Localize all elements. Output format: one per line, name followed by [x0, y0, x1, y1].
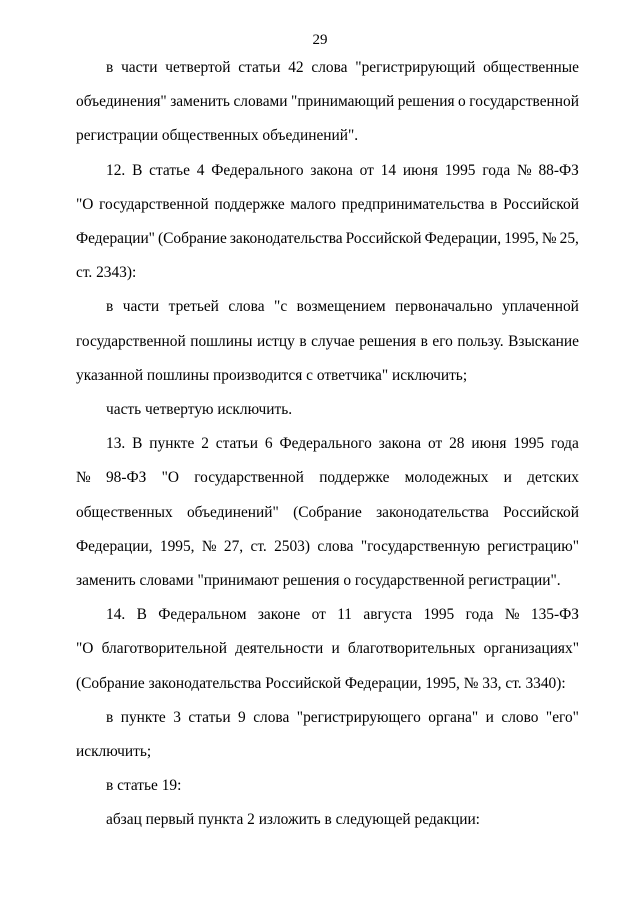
line-word: детских [527, 469, 579, 487]
line-word: решения [359, 332, 417, 350]
line-word: от [359, 161, 374, 179]
text-line [76, 496, 579, 530]
line-word: года [482, 161, 511, 179]
line-word: 2503) [274, 537, 311, 555]
line-word: 14. [106, 606, 126, 624]
line-word: 135-ФЗ [530, 606, 579, 624]
paragraph [76, 598, 579, 701]
text-line [76, 222, 579, 256]
text-line [76, 564, 579, 598]
line-text: абзац первый пункта 2 изложить в следующей редакции: [106, 811, 480, 829]
paragraph [76, 154, 579, 291]
line-word: 1995 [444, 161, 476, 179]
line-word: № [76, 469, 91, 487]
line-word: "его" [545, 708, 579, 726]
paragraph [76, 427, 579, 598]
text-line [76, 325, 579, 359]
line-word: объединений" [186, 503, 279, 521]
line-word: слова [228, 298, 265, 316]
line-word: № [504, 606, 520, 624]
line-word: ст. [250, 537, 267, 555]
line-word: части [121, 59, 158, 76]
line-word: В [132, 435, 143, 453]
line-word: "О [76, 195, 94, 213]
line-text: часть четвертую исключить. [106, 401, 293, 419]
text-line [106, 769, 579, 803]
line-word: "О [76, 640, 94, 658]
line-word: благотворительных [347, 640, 476, 658]
text-line [106, 393, 579, 427]
line-word: пункте [149, 435, 195, 453]
line-word: 4 [196, 161, 205, 179]
line-text: в статье 19: [106, 777, 182, 795]
line-word: уплаченной [502, 298, 579, 316]
line-word: первоначально [395, 298, 493, 316]
line-word: слово [501, 708, 539, 726]
line-word: в [106, 298, 114, 316]
line-word: заменить [170, 93, 230, 111]
line-word: четвертой [165, 59, 231, 76]
line-word: 1995, [159, 537, 195, 555]
line-word: года [550, 435, 579, 453]
line-word: регистрацию" [487, 537, 579, 555]
document-body [76, 51, 579, 838]
line-text: (Собрание законодательства Российской Федерации, 1995, № 33, ст. 3340): [76, 674, 566, 692]
line-word: предпринимательства [341, 195, 485, 213]
paragraph [76, 393, 579, 427]
line-word: 25, [559, 230, 579, 248]
line-word: возмещением [296, 298, 386, 316]
line-word: 2 [201, 435, 209, 453]
text-line [76, 461, 579, 495]
line-word: государственной [194, 469, 304, 487]
line-word: о [458, 93, 466, 111]
line-word: от [311, 606, 326, 624]
line-word: органа" [428, 708, 479, 726]
line-word: Федеральном [158, 606, 247, 624]
line-word: закона [378, 435, 422, 453]
line-word: в [106, 708, 114, 726]
line-word: Российской [503, 195, 579, 213]
line-text: заменить словами "принимают решения о государственной регистрации". [76, 572, 561, 590]
line-text: регистрации общественных объединений". [76, 127, 359, 145]
text-line [76, 359, 579, 393]
text-line [76, 667, 579, 701]
line-word: законодательства [376, 503, 489, 521]
line-word: государственной [76, 332, 186, 350]
line-word: 14 [380, 161, 397, 179]
line-word: поддержке [319, 469, 390, 487]
line-word: "принимающий [291, 93, 395, 111]
text-line [106, 290, 579, 324]
line-word: (Собрание [293, 503, 362, 521]
line-word: Российской [503, 503, 579, 521]
line-text: указанной пошлины производится с ответчика" исключить; [76, 366, 468, 384]
line-word: "регистрирующий [355, 59, 476, 76]
text-line [76, 119, 579, 153]
line-word: слова [253, 708, 290, 726]
line-word: 27, [223, 537, 244, 555]
text-line [106, 598, 579, 632]
line-word: его [432, 332, 453, 350]
line-word: Федерального [211, 161, 304, 179]
line-word: года [465, 606, 494, 624]
line-word: статьи [215, 435, 258, 453]
text-line [76, 256, 579, 290]
line-word: июня [402, 161, 438, 179]
line-word: 1995 [513, 435, 545, 453]
line-word: июня [471, 435, 507, 453]
line-word: "государственную [360, 537, 481, 555]
line-word: слова [311, 59, 348, 76]
line-word: "с [274, 298, 288, 316]
line-word: августа [363, 606, 413, 624]
text-line [76, 85, 579, 119]
line-word: 3 [173, 708, 181, 726]
line-word: от [427, 435, 443, 453]
line-word: законодательства [229, 230, 343, 248]
line-word: решения [397, 93, 455, 111]
line-word: пункте [120, 708, 166, 726]
paragraph [76, 803, 579, 837]
line-word: общественные [483, 59, 579, 76]
line-word: третьей [168, 298, 219, 316]
line-word: В [136, 606, 147, 624]
line-word: и [331, 640, 340, 658]
paragraph [76, 701, 579, 769]
line-word: 28 [449, 435, 465, 453]
line-word: законе [257, 606, 301, 624]
line-word: 42 [288, 59, 304, 76]
line-word: № [516, 161, 532, 179]
text-line [76, 735, 579, 769]
text-line [106, 803, 579, 837]
line-word: поддержке [214, 195, 285, 213]
line-word: Федерации, [424, 230, 502, 248]
line-word: статьи [188, 708, 231, 726]
line-word: Федерации, [76, 537, 153, 555]
line-word: "О [161, 469, 179, 487]
page-number: 29 [312, 32, 328, 48]
text-line [76, 632, 579, 666]
line-word: 88-ФЗ [538, 161, 579, 179]
line-word: 1995, [504, 230, 539, 248]
line-word: общественных [76, 503, 173, 521]
line-word: государственной [469, 93, 579, 111]
line-word: случае [311, 332, 355, 350]
line-text: ст. 2343): [76, 264, 137, 282]
line-word: благотворительной [101, 640, 227, 658]
line-word: в [420, 332, 428, 350]
line-word: статьи [238, 59, 281, 76]
line-word: словами [233, 93, 288, 111]
text-line [76, 530, 579, 564]
line-word: 6 [264, 435, 273, 453]
line-word: № [201, 537, 217, 555]
line-word: Российской [345, 230, 422, 248]
line-word: части [122, 298, 160, 316]
line-word: 1995 [423, 606, 455, 624]
line-word: Федерального [279, 435, 372, 453]
text-line [106, 701, 579, 735]
line-word: № [541, 230, 557, 248]
line-word: Федерации" [76, 230, 155, 248]
line-word: В [132, 161, 143, 179]
line-text: исключить; [76, 743, 152, 761]
line-word: молодежных [404, 469, 489, 487]
line-word: пошлины [190, 332, 253, 350]
paragraph [76, 51, 579, 154]
line-word: в [490, 195, 498, 213]
line-word: и [503, 469, 512, 487]
line-word: "регистрирующего [296, 708, 421, 726]
line-word: организациях" [483, 640, 579, 658]
line-word: деятельности [235, 640, 324, 658]
line-word: (Собрание [158, 230, 227, 248]
text-line [106, 427, 579, 461]
line-word: малого [290, 195, 336, 213]
line-word: статье [149, 161, 190, 179]
line-word: 98-ФЗ [105, 469, 147, 487]
line-word: Взыскание [508, 332, 579, 350]
line-word: закона [310, 161, 353, 179]
text-line [106, 154, 579, 188]
line-word: пользу. [457, 332, 504, 350]
text-line [106, 51, 579, 85]
line-word: государственной [99, 195, 209, 213]
line-word: 13. [106, 435, 126, 453]
line-word: объединения" [76, 93, 167, 111]
line-word: в [106, 59, 114, 76]
line-word: 12. [106, 161, 126, 179]
line-word: истцу [257, 332, 295, 350]
line-word: в [299, 332, 307, 350]
paragraph [76, 290, 579, 393]
line-word: 11 [337, 606, 353, 624]
line-word: 9 [238, 708, 246, 726]
text-line [76, 188, 579, 222]
line-word: и [485, 708, 494, 726]
line-word: слова [317, 537, 354, 555]
paragraph [76, 769, 579, 803]
